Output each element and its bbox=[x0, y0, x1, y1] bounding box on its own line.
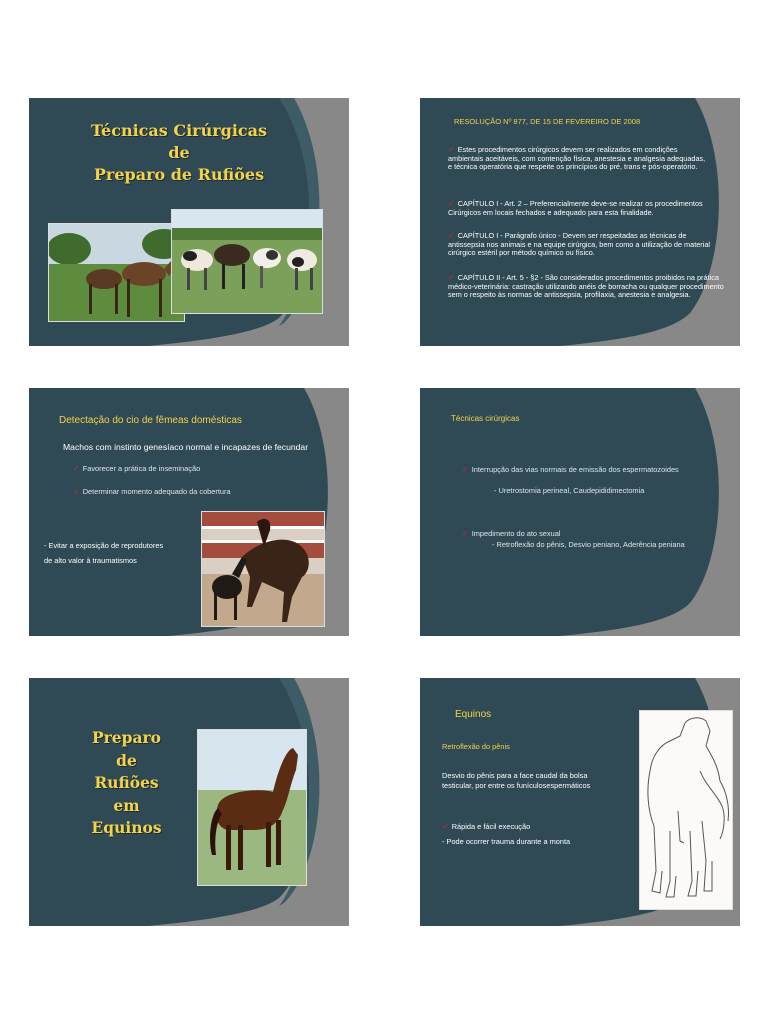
horses-photo bbox=[48, 223, 185, 322]
title-line: Equinos bbox=[91, 818, 162, 837]
title-line: Preparo bbox=[91, 728, 162, 747]
bullet-text: Interrupção das vias normais de emissão dos espermatozoides bbox=[471, 465, 679, 474]
title-line: de bbox=[116, 750, 137, 770]
title-line: Rufiões bbox=[94, 773, 159, 792]
check-icon: ✓ bbox=[73, 487, 80, 496]
bullet-text: Impedimento do ato sexual bbox=[471, 529, 561, 538]
check-icon: ✓ bbox=[73, 464, 80, 473]
check-icon: ✓ bbox=[462, 465, 469, 474]
sub-item: - Uretrostomia perineal, Caudepididimectomia bbox=[494, 486, 645, 495]
paragraph-text: Estes procedimentos cirúrgicos devem ser realizados em condições ambientais aceitáveis, com contenção física, anestesia e analgesia adequadas, e técnica operatória que respeite os princípios do pré, trans e pós-operatório. bbox=[448, 145, 706, 172]
slide-background bbox=[420, 388, 740, 636]
bullet-text: Favorecer a prática de inseminação bbox=[82, 464, 201, 473]
description-line: testicular, por entre os funículosespermáticos bbox=[442, 781, 591, 790]
note-line: - Evitar a exposição de reprodutores bbox=[44, 541, 164, 550]
slide-3 bbox=[29, 388, 349, 636]
bullet-icon: ✓ bbox=[448, 231, 455, 240]
bullet-item bbox=[73, 464, 200, 473]
slide-5 bbox=[29, 678, 349, 926]
note-line: de alto valor à traumatismos bbox=[44, 556, 137, 565]
sub-item: - Retroflexão do pênis, Desvio peniano, Aderência peniana bbox=[492, 540, 685, 549]
resolution-heading: RESOLUÇÃO Nº 877, DE 15 DE FEVEREIRO DE 2008 bbox=[454, 117, 641, 126]
slide-4 bbox=[420, 388, 740, 636]
paragraph-2 bbox=[448, 200, 726, 217]
paragraph-text: CAPÍTULO II - Art. 5 - §2 - São considerados procedimentos proibidos na prática médico-veterinária: castração utilizando anéis de borracha ou qualquer procedimento sem o respeito às normas de antissepsia, profilaxia, anestesia e analgesia. bbox=[448, 273, 724, 300]
slide-heading: Equinos bbox=[455, 709, 492, 720]
paragraph-text: CAPÍTULO I - Art. 2 – Preferencialmente deve-se realizar os procedimentos Cirúrgicos em locais fechados e adequado para esta finalidade. bbox=[448, 199, 703, 217]
bullet-icon: ✓ bbox=[448, 199, 455, 208]
bullet-text: Determinar momento adequado da cobertura bbox=[82, 487, 231, 496]
check-icon: ✓ bbox=[462, 529, 469, 538]
bullet-icon: ✓ bbox=[448, 145, 455, 154]
slide-1 bbox=[29, 98, 349, 346]
bullet-item bbox=[73, 487, 231, 496]
description-line: Desvio do pênis para a face caudal da bolsa bbox=[442, 771, 588, 780]
bullet-item bbox=[442, 822, 530, 831]
slide-6 bbox=[420, 678, 740, 926]
slide-2 bbox=[420, 98, 740, 346]
title-line: Preparo de Rufiões bbox=[93, 165, 265, 184]
stallion-mounting-photo bbox=[201, 511, 325, 627]
paragraph-text: CAPÍTULO I - Parágrafo único - Devem ser respeitadas as técnicas de antissepsia nos animais e na equipe cirúrgica, bem como a utilização de material cirúrgico estéril por método químico ou físico. bbox=[448, 231, 711, 258]
title-line: em bbox=[113, 795, 140, 815]
bullet-text: - Pode ocorrer trauma durante a monta bbox=[442, 837, 571, 846]
slide-subheading: Retroflexão do pênis bbox=[442, 742, 510, 751]
bullet-icon: ✓ bbox=[448, 273, 455, 282]
slide-heading: Técnicas cirúrgicas bbox=[451, 414, 520, 423]
paragraph-3 bbox=[448, 232, 720, 258]
slide-title bbox=[49, 120, 309, 186]
horse-sketch-illustration bbox=[639, 710, 733, 910]
slide-title bbox=[74, 727, 179, 840]
title-line: de bbox=[168, 143, 190, 162]
slide-line: Machos com instinto genesíaco normal e incapazes de fecundar bbox=[63, 442, 309, 452]
bullet-text: Rápida e fácil execução bbox=[451, 822, 531, 831]
bullet-item bbox=[462, 529, 560, 538]
title-line: Técnicas Cirúrgicas bbox=[90, 121, 268, 140]
slide-heading: Detectação do cio de fêmeas domésticas bbox=[59, 415, 242, 426]
slide-background bbox=[420, 98, 740, 346]
paragraph-1 bbox=[448, 146, 710, 172]
bullet-item bbox=[462, 465, 679, 474]
cattle-herd-photo bbox=[171, 209, 323, 314]
check-icon: ✓ bbox=[442, 822, 449, 831]
paragraph-4 bbox=[448, 274, 730, 300]
horse-photo bbox=[197, 729, 307, 886]
